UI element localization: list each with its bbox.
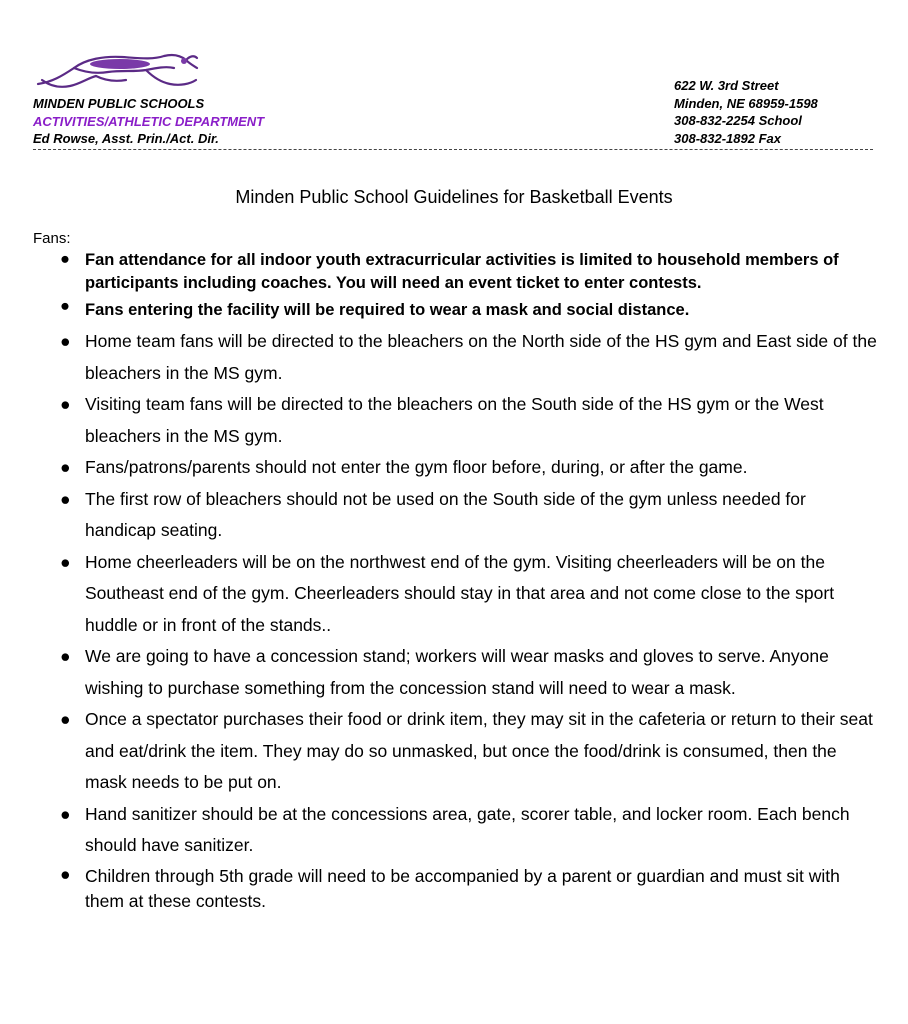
city-state-zip: Minden, NE 68959-1598: [674, 95, 818, 111]
list-item: ● Home team fans will be directed to the bleachers on the North side of the HS gym and East side of the bleachers in the MS gym.: [0, 326, 880, 389]
list-item: ● Visiting team fans will be directed to the bleachers on the South side of the HS gym or the West bleachers in the MS gym.: [0, 389, 880, 452]
list-item: ● Fans/patrons/parents should not enter the gym floor before, during, or after the game.: [0, 452, 880, 484]
school-name: MINDEN PUBLIC SCHOOLS: [33, 96, 205, 111]
header-divider: [33, 149, 873, 150]
guidelines-list: [0, 248, 908, 914]
list-item: ● Fans entering the facility will be required to wear a mask and social distance.: [60, 297, 690, 319]
school-header-left: [33, 95, 264, 148]
bullet-icon: ●: [60, 394, 71, 414]
bullet-icon: ●: [60, 457, 71, 477]
bullet-icon: ●: [60, 803, 71, 824]
list-item: ● The first row of bleachers should not be used on the South side of the gym unless needed for handicap seating.: [0, 484, 880, 547]
bullet-icon: ●: [60, 297, 70, 315]
greyhound-logo: [34, 46, 200, 92]
bullet-icon: ●: [60, 250, 70, 268]
school-header-right: [674, 77, 818, 147]
list-item: ● Once a spectator purchases their food or drink item, they may sit in the cafeteria or return to their seat and eat/drink the item. They may do so unmasked, but once the food/drink is consumed, then the mask needs to be put on.: [0, 704, 880, 799]
fax-number: 308-832-1892 Fax: [674, 130, 781, 146]
list-item: ● Fan attendance for all indoor youth extracurricular activities is limited to household members of participants including coaches. You will need an event ticket to enter contests.: [60, 250, 839, 292]
list-item: ● We are going to have a concession stand; workers will wear masks and gloves to serve. Anyone wishing to purchase something from the concession stand will need to wear a mask.: [0, 641, 880, 704]
bullet-icon: ●: [60, 331, 71, 351]
bullet-icon: ●: [60, 551, 71, 572]
bullet-icon: ●: [60, 646, 71, 666]
list-item: ● Children through 5th grade will need to be accompanied by a parent or guardian and must sit with them at these contests.: [60, 863, 840, 911]
section-label: Fans:: [33, 230, 71, 247]
list-item: ● Home cheerleaders will be on the northwest end of the gym. Visiting cheerleaders will be on the Southeast end of the gym. Cheerleaders should stay in that area and not come close to the sport huddle or in front of the stands..: [0, 547, 880, 642]
bullet-icon: ●: [60, 709, 71, 729]
bullet-icon: ●: [60, 863, 71, 884]
street-address: 622 W. 3rd Street: [674, 78, 779, 93]
school-phone: 308-832-2254 School: [674, 113, 802, 128]
department-name: ACTIVITIES/ATHLETIC DEPARTMENT: [33, 113, 265, 129]
director-name: Ed Rowse, Asst. Prin./Act. Dir.: [33, 131, 219, 146]
page-title: Minden Public School Guidelines for Basketball Events: [235, 187, 673, 207]
list-item: ● Hand sanitizer should be at the concessions area, gate, scorer table, and locker room. Each bench should have sanitizer.: [0, 799, 880, 862]
bullet-icon: ●: [60, 488, 71, 509]
